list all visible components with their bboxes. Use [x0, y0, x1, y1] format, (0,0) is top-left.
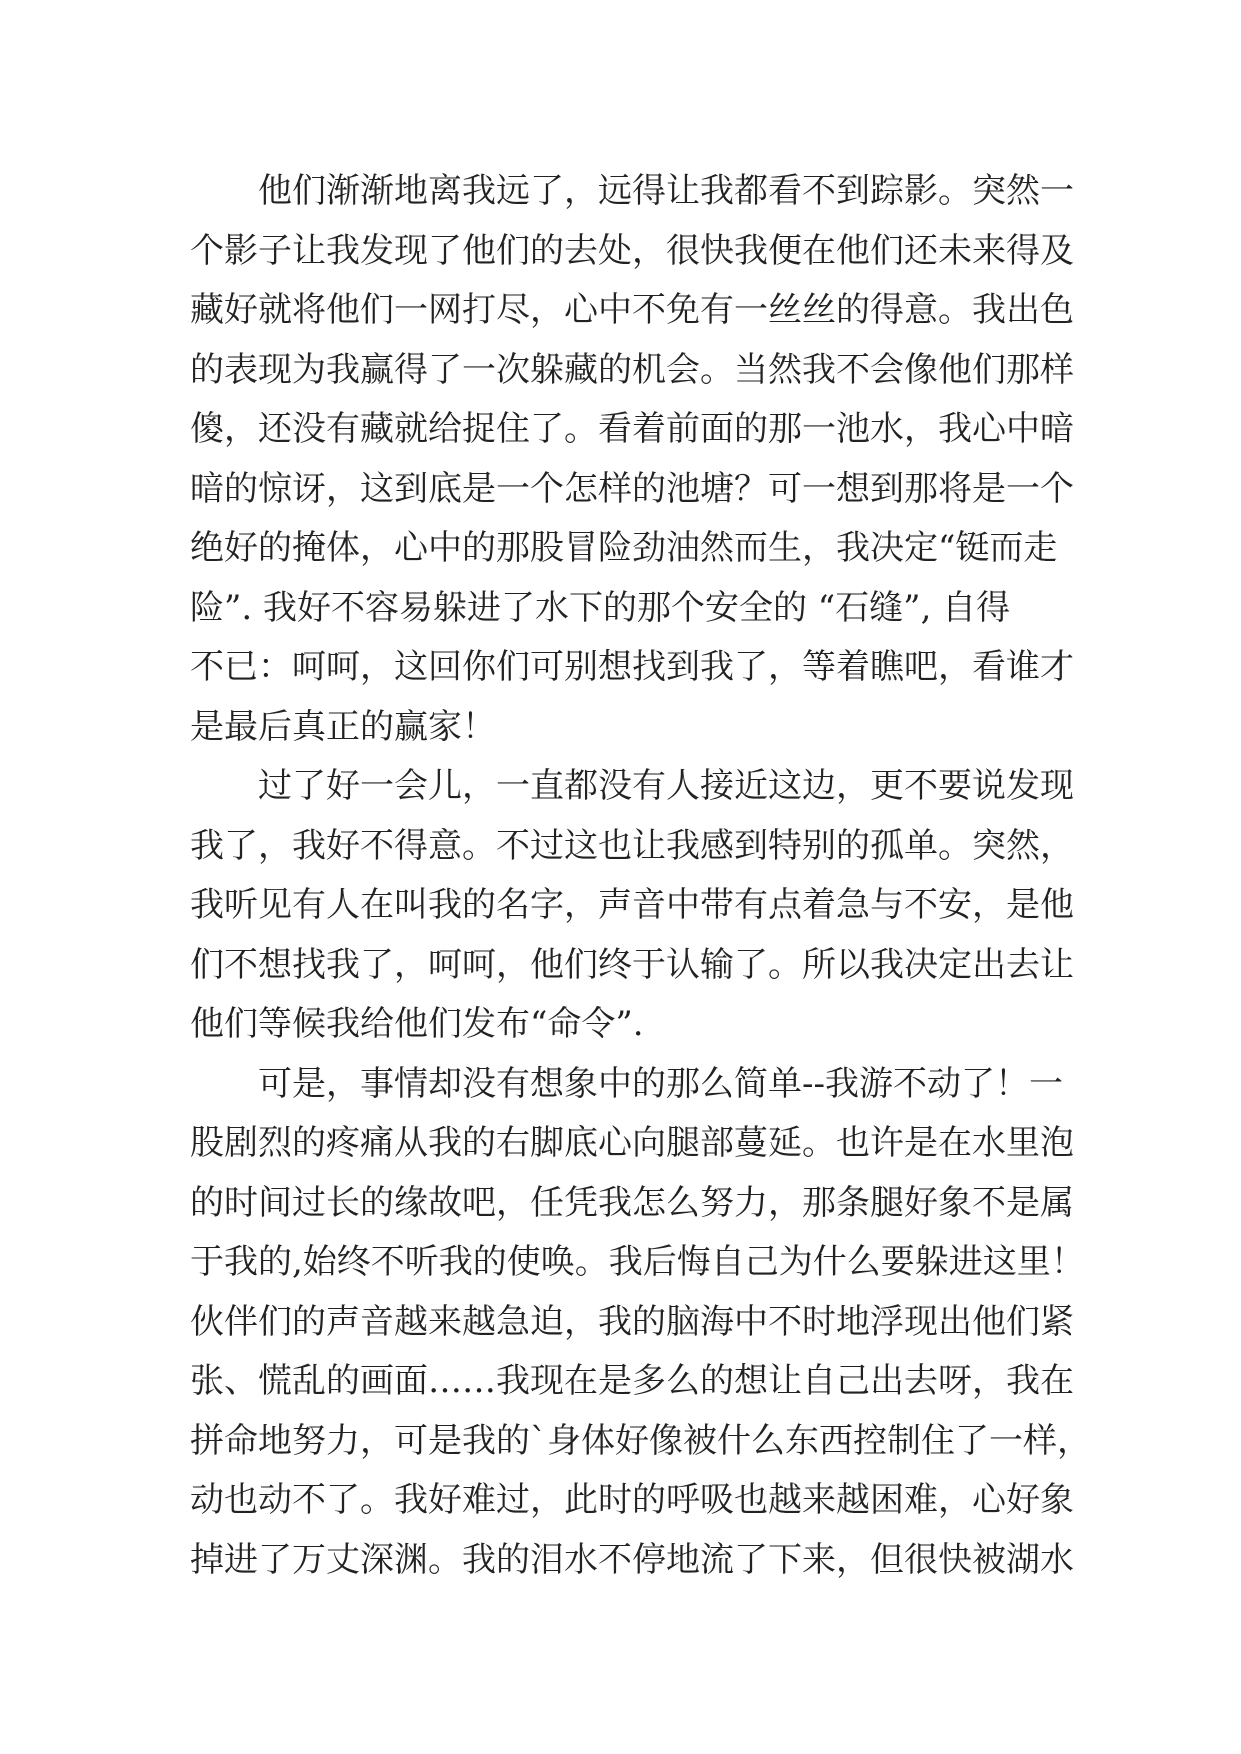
text-line: 的时间过长的缘故吧，任凭我怎么努力，那条腿好象不是属 — [190, 1182, 1074, 1223]
text-line: 他们等候我给他们发布“命令”. — [190, 1004, 644, 1044]
text-line: 伙伴们的声音越来越急迫，我的脑海中不时地浮现出他们紧 — [190, 1301, 1074, 1342]
text-line: 掉进了万丈深渊。我的泪水不停地流了下来，但很快被湖水 — [190, 1539, 1074, 1580]
text-line: 于我的,始终不听我的使唤。我后悔自己为什么要躲进这里！ — [190, 1242, 1085, 1282]
text-line: 暗的惊讶，这到底是一个怎样的池塘？可一想到那将是一个 — [190, 468, 1074, 509]
text-line: 们不想找我了，呵呵，他们终于认输了。所以我决定出去让 — [190, 944, 1074, 985]
text-line: 是最后真正的赢家！ — [190, 706, 496, 747]
text-line: 他们渐渐地离我远了，远得让我都看不到踪影。突然一 — [258, 171, 1074, 211]
text-line: 我了，我好不得意。不过这也让我感到特别的孤单。突然， — [190, 825, 1074, 866]
body-text — [190, 162, 1091, 1590]
text-line: 拼命地努力，可是我的`身体好像被什么东西控制住了一样， — [190, 1420, 1091, 1461]
text-line: 过了好一会儿，一直都没有人接近这边，更不要说发现 — [258, 766, 1074, 806]
text-line: 的表现为我赢得了一次躲藏的机会。当然我不会像他们那样 — [190, 349, 1074, 390]
text-line: 绝好的掩体，心中的那股冒险劲油然而生，我决定“铤而走 — [190, 528, 1058, 568]
text-line: 个影子让我发现了他们的去处，很快我便在他们还未来得及 — [190, 230, 1074, 271]
text-line: 险”. 我好不容易躲进了水下的那个安全的 “石缝”, 自得 — [190, 587, 1011, 628]
text-line: 我听见有人在叫我的名字，声音中带有点着急与不安，是他 — [190, 885, 1074, 925]
text-line: 藏好就将他们一网打尽，心中不免有一丝丝的得意。我出色 — [190, 290, 1074, 330]
text-line: 可是，事情却没有想象中的那么简单--我游不动了！一 — [258, 1063, 1063, 1104]
text-line: 股剧烈的疼痛从我的右脚底心向腿部蔓延。也许是在水里泡 — [190, 1123, 1074, 1163]
text-line: 动也动不了。我好难过，此时的呼吸也越来越困难，心好象 — [190, 1480, 1074, 1520]
text-line: 张、慌乱的画面……我现在是多么的想让自己出去呀，我在 — [190, 1361, 1074, 1401]
text-line: 不已：呵呵，这回你们可别想找到我了，等着瞧吧，看谁才 — [190, 647, 1074, 687]
text-line: 傻，还没有藏就给捉住了。看着前面的那一池水，我心中暗 — [190, 409, 1074, 449]
